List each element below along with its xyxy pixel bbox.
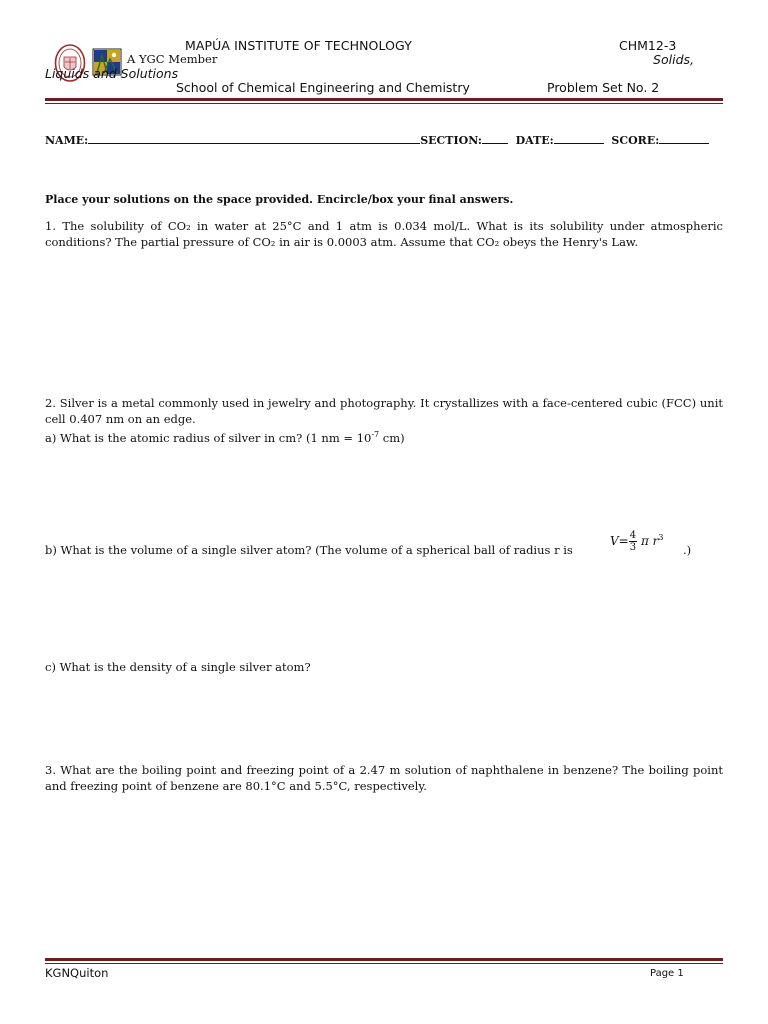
question-3: 3. What are the boiling point and freezing point of a 2.47 m solution of naphthalene in benzene? The boiling point and freezing point of benzene are 80.1°C and 5.5°C, respectively.: [45, 763, 723, 793]
question-2a: [45, 427, 723, 446]
score-blank[interactable]: [659, 134, 709, 144]
score-label: SCORE:: [611, 134, 660, 147]
question-2a-exponent: -7: [371, 430, 380, 439]
section-blank[interactable]: [482, 134, 508, 144]
header-rule: [45, 98, 723, 101]
course-title-part1: Solids,: [653, 52, 694, 67]
instructions: Place your solutions on the space provided. Encircle/box your final answers.: [45, 193, 514, 206]
course-code: CHM12-3: [619, 38, 677, 53]
header-rule-thin: [45, 103, 723, 104]
member-note: A YGC Member: [127, 52, 218, 66]
formula-exponent: 3: [658, 533, 664, 542]
page-number: Page 1: [650, 968, 684, 979]
problem-set-title: Problem Set No. 2: [547, 80, 660, 95]
question-1: 1. The solubility of CO₂ in water at 25°C and 1 atm is 0.034 mol/L. What is its solubility under atmospheric conditions? The partial pressure of CO₂ in air is 0.0003 atm. Assume that CO₂ obeys the Henry's Law.: [45, 219, 723, 249]
question-2a-text: a) What is the atomic radius of silver in cm? (1 nm = 10: [45, 430, 372, 445]
section-label: SECTION:: [420, 134, 482, 147]
formula-denominator: 3: [629, 542, 637, 553]
question-2c: c) What is the density of a single silver atom?: [45, 660, 311, 674]
formula-fraction: [629, 530, 637, 553]
formula-numerator: 4: [629, 530, 637, 541]
date-label: DATE:: [515, 134, 554, 147]
footer-rule-thin: [45, 963, 723, 964]
course-title-part2: Liquids and Solutions: [45, 66, 179, 81]
question-2a-unit: cm): [379, 430, 405, 445]
sphere-volume-formula: [610, 530, 663, 553]
date-blank[interactable]: [554, 134, 604, 144]
formula-lhs: V: [610, 534, 619, 548]
footer-rule: [45, 958, 723, 961]
school-name: School of Chemical Engineering and Chemistry: [176, 80, 470, 95]
formula-rhs: π r: [640, 534, 659, 548]
question-2b-closing: .): [683, 543, 692, 557]
name-label: NAME:: [45, 134, 89, 147]
name-blank[interactable]: [88, 134, 420, 144]
student-info-fields: [45, 134, 709, 147]
question-2b-text: b) What is the volume of a single silver atom? (The volume of a spherical ball of radius r is: [45, 543, 573, 557]
author-name: KGNQuiton: [45, 966, 109, 980]
institution-name: MAPÚA INSTITUTE OF TECHNOLOGY: [185, 38, 412, 53]
formula-equals: =: [618, 534, 629, 548]
question-2: 2. Silver is a metal commonly used in jewelry and photography. It crystallizes with a face-centered cubic (FCC) unit cell 0.407 nm on an edge.: [45, 396, 723, 426]
